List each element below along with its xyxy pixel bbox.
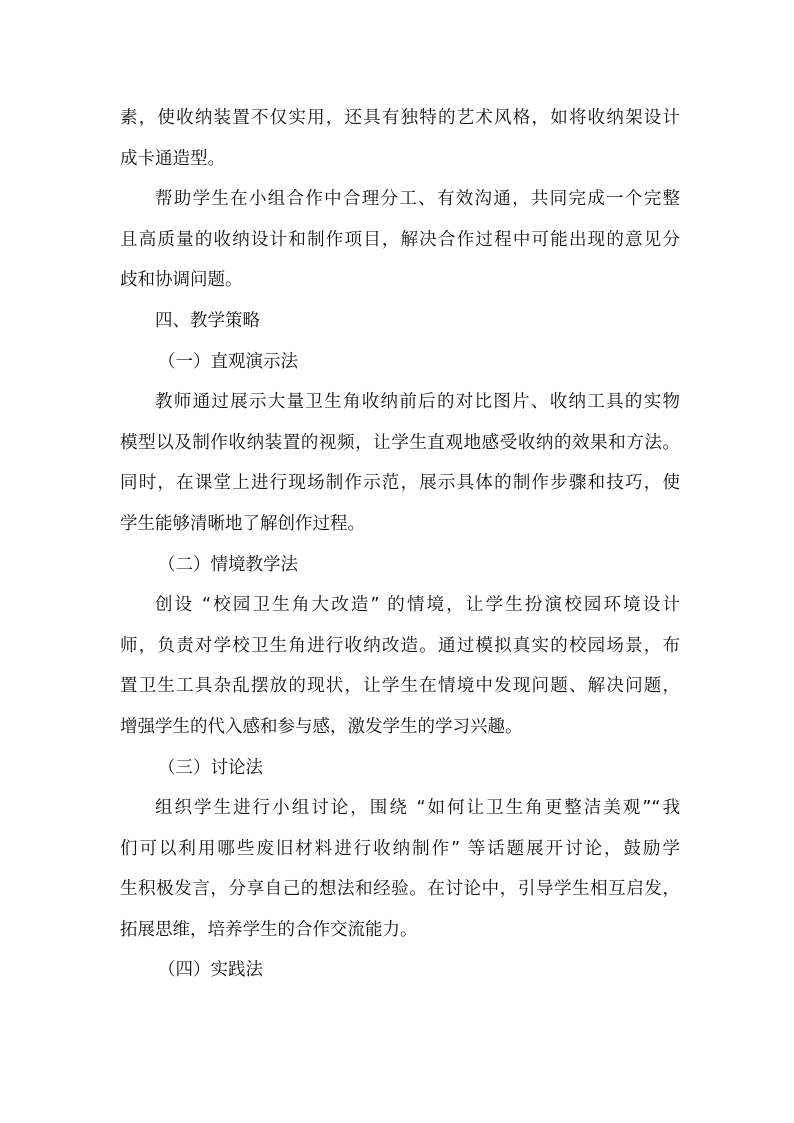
subsection-heading: （四）实践法	[158, 960, 263, 981]
text-line: 学生能够清晰地了解创作过程。	[120, 513, 365, 534]
text-line: 们可以利用哪些废旧材料进行收纳制作” 等话题展开讨论，鼓励学	[120, 838, 680, 859]
text-line: 组织学生进行小组讨论，围绕 “如何让卫生角更整洁美观”“我	[155, 798, 680, 819]
document-body	[120, 98, 680, 991]
text-line: 增强学生的代入感和参与感，激发学生的学习兴趣。	[120, 716, 523, 737]
text-line: 模型以及制作收纳装置的视频，让学生直观地感受收纳的效果和方法。	[120, 432, 680, 453]
section-heading: 四、教学策略	[155, 310, 260, 331]
subsection-heading: （二）情境教学法	[158, 554, 298, 575]
text-line: 且高质量的收纳设计和制作项目，解决合作过程中可能出现的意见分	[120, 229, 680, 250]
text-line: 同时，在课堂上进行现场制作示范，展示具体的制作步骤和技巧，使	[120, 473, 680, 494]
subsection-heading: （一）直观演示法	[158, 351, 298, 372]
text-line: 师，负责对学校卫生角进行收纳改造。通过模拟真实的校园场景，布	[120, 635, 680, 656]
text-line: 帮助学生在小组合作中合理分工、有效沟通，共同完成一个完整	[155, 189, 680, 210]
text-line: 生积极发言，分享自己的想法和经验。在讨论中，引导学生相互启发，	[120, 879, 680, 900]
text-line: 成卡通造型。	[120, 148, 225, 169]
text-line: 拓展思维，培养学生的合作交流能力。	[120, 919, 418, 940]
text-line: 素，使收纳装置不仅实用，还具有独特的艺术风格，如将收纳架设计	[120, 108, 680, 128]
subsection-heading: （三）讨论法	[158, 757, 263, 778]
text-line: 创设 “校园卫生角大改造” 的情境，让学生扮演校园环境设计	[155, 595, 680, 616]
text-line: 教师通过展示大量卫生角收纳前后的对比图片、收纳工具的实物	[155, 392, 680, 413]
text-line: 歧和协调问题。	[120, 270, 243, 291]
text-line: 置卫生工具杂乱摆放的现状，让学生在情境中发现问题、解决问题，	[120, 676, 680, 697]
